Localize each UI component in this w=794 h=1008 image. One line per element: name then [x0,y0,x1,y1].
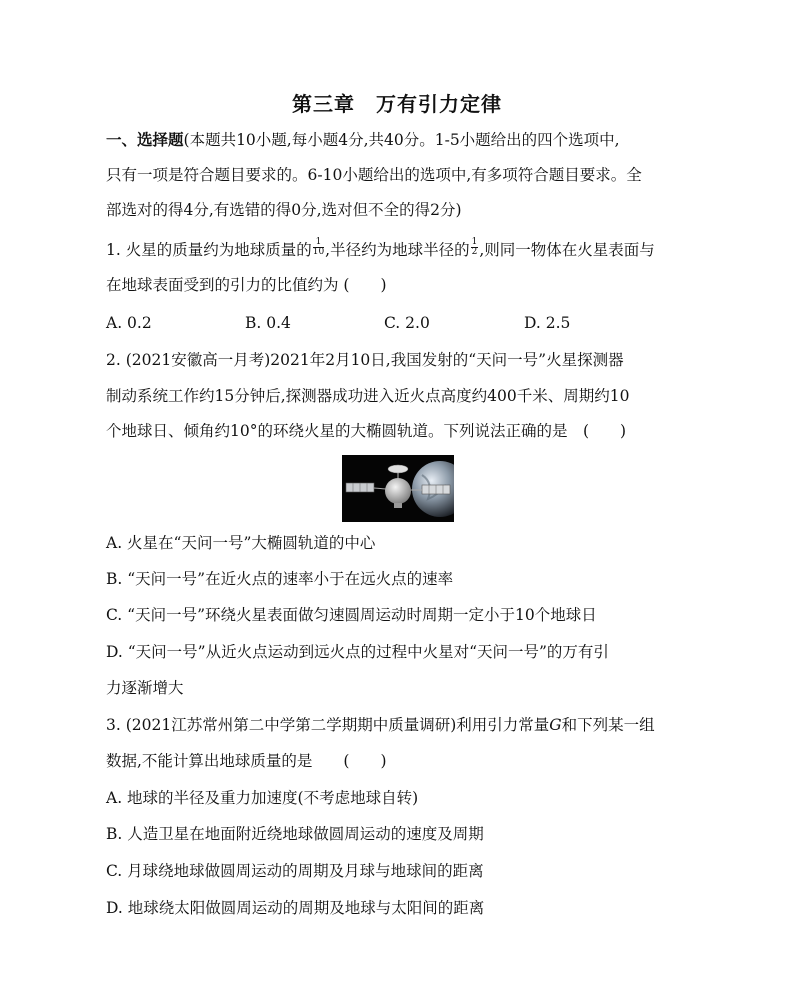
question-3-line-2: 数据,不能计算出地球质量的是 ( ) [106,752,387,770]
q1-option-b: B. 0.4 [245,314,291,332]
q2-option-b: B. “天问一号”在近火点的速率小于在远火点的速率 [106,570,454,588]
q3-option-d: D. 地球绕太阳做圆周运动的周期及地球与太阳间的距离 [106,899,485,917]
q1-option-a: A. 0.2 [106,314,152,332]
section-instructions [106,128,696,152]
q2-option-c: C. “天问一号”环绕火星表面做匀速圆周运动时周期一定小于10个地球日 [106,606,597,624]
fraction-numerator: 1 [313,238,324,248]
q2-option-d-continued: 力逐渐增大 [106,679,184,697]
question-3-line-1 [106,713,696,737]
q1-text-c: ,则同一物体在火星表面与 [479,241,655,259]
q3-text-a: 3. (2021江苏常州第二中学第二学期期中质量调研)利用引力常量 [106,716,550,734]
question-2-line-3: 个地球日、倾角约10°的环绕火星的大椭圆轨道。下列说法正确的是 ( ) [106,422,627,440]
question-2-line-1: 2. (2021安徽高一月考)2021年2月10日,我国发射的“天问一号”火星探测器 [106,351,624,369]
q3-option-c: C. 月球绕地球做圆周运动的周期及月球与地球间的距离 [106,862,484,880]
q1-option-c: C. 2.0 [384,314,430,332]
q1-option-d: D. 2.5 [524,314,571,332]
q3-option-a: A. 地球的半径及重力加速度(不考虑地球自转) [106,789,419,807]
question-1-line-1 [106,238,696,262]
q2-option-a: A. 火星在“天问一号”大椭圆轨道的中心 [106,534,376,552]
instruction-line-1: (本题共10小题,每小题4分,共40分。1-5小题给出的四个选项中, [183,131,620,149]
fraction-denominator: 2 [471,246,478,257]
section-label: 一、选择题 [106,131,184,149]
q3-option-b: B. 人造卫星在地面附近绕地球做圆周运动的速度及周期 [106,825,484,843]
q3-text-b: 和下列某一组 [561,716,655,734]
spacecraft-illustration [342,455,454,522]
instruction-line-3: 部选对的得4分,有选错的得0分,选对但不全的得2分) [106,201,462,219]
q1-text-a: 1. 火星的质量约为地球质量的 [106,241,312,259]
fraction-one-half [471,238,479,257]
instruction-line-2: 只有一项是符合题目要求的。6-10小题给出的选项中,有多项符合题目要求。全 [106,166,642,184]
gravitational-constant-symbol: G [549,716,562,734]
q2-option-d: D. “天问一号”从近火点运动到远火点的过程中火星对“天问一号”的万有引 [106,643,609,661]
question-1-line-2: 在地球表面受到的引力的比值约为 ( ) [106,276,387,294]
page-title: 第三章 万有引力定律 [292,92,502,116]
fraction-one-tenth [313,238,324,257]
q1-text-b: ,半径约为地球半径的 [325,241,470,259]
question-2-line-2: 制动系统工作约15分钟后,探测器成功进入近火点高度约400千米、周期约10 [106,387,630,405]
fraction-numerator: 1 [471,236,478,247]
fraction-denominator: 10 [312,246,325,257]
tianwen-probe-image [342,455,454,522]
